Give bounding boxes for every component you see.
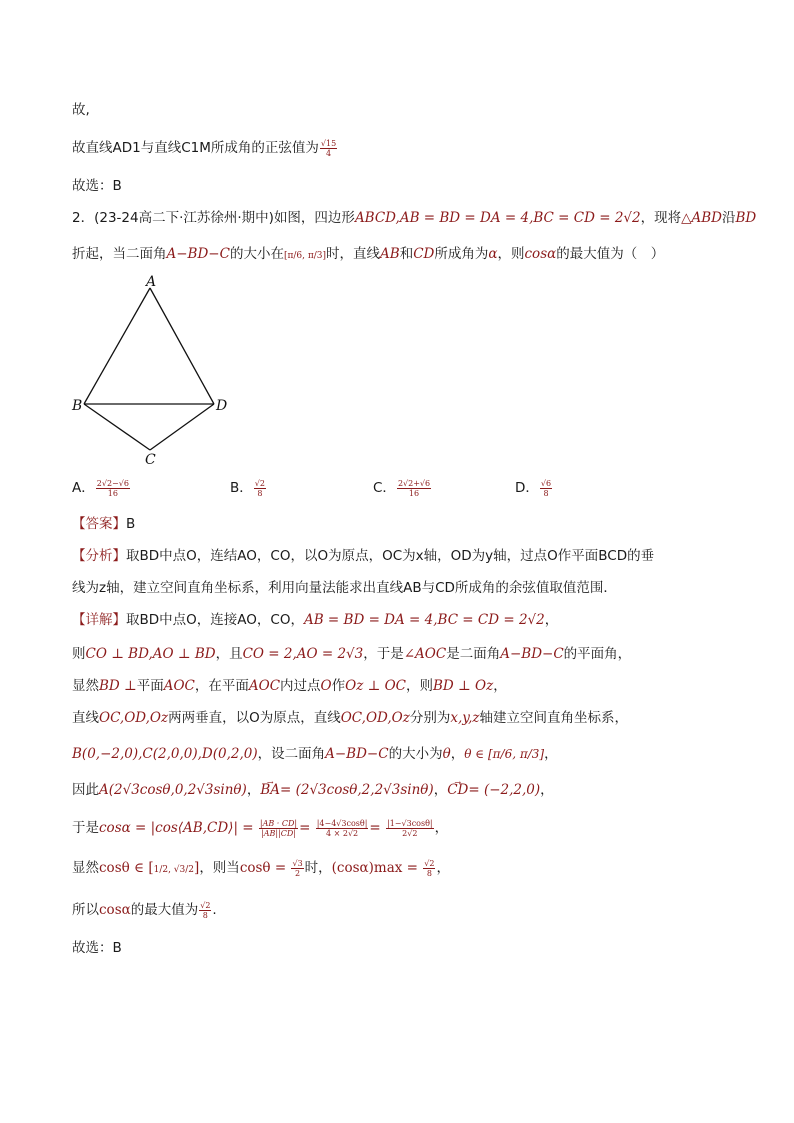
option-d: D． $\frac{√6}{8}$ bbox=[515, 478, 552, 498]
edge-ab bbox=[84, 288, 150, 404]
detail-line-6: 因此A(2√3cosθ,0,2√3sinθ)，→ BA= (2√3cosθ,2,2√3sinθ)，→ CD= (−2,2,0)， bbox=[72, 780, 554, 800]
label-a: A bbox=[146, 274, 157, 290]
detail-line-7: 于是cosα = |cos⟨AB,CD⟩| = $\frac{|AB \cdot CD|}{|AB||CD|}$ = $\frac{|4-4√3\cos\theta|}{4 \times 2√2}$ = $\frac{|1-√3\cos\theta|}{2√2}$ ， bbox=[72, 818, 449, 838]
analysis-line-1: 【分析】取BD中点O，连结AO，CO，以O为原点，OC为x轴，OD为y轴，过点O作平面BCD的垂 bbox=[72, 548, 655, 564]
answer-line: 【答案】B bbox=[72, 516, 136, 532]
detail-line-1: 【详解】取BD中点O，连接AO，CO，AB = BD = DA = 4,BC = CD = 2√2， bbox=[72, 612, 559, 628]
text-line-3: 故选：B bbox=[72, 178, 122, 194]
option-b: B． $\frac{√2}{8}$ bbox=[230, 478, 265, 498]
detail-line-4: 直线OC,OD,Oz两两垂直，以O为原点，直线OC,OD,Oz分别为x,y,z轴建立空间直角坐标系， bbox=[72, 710, 628, 726]
question-line-1: 2．(23-24高二下·江苏徐州·期中)如图，四边形ABCD,AB = BD = DA = 4,BC = CD = 2√2，现将△ABD沿BD bbox=[72, 210, 757, 226]
edge-cd bbox=[150, 404, 214, 450]
text-line-2: 故直线AD1与直线C1M所成角的正弦值为 $\frac{√15}{4}$ bbox=[72, 138, 337, 158]
final-answer-line: 故选：B bbox=[72, 940, 122, 956]
text-line-1: 故, bbox=[72, 102, 90, 118]
detail-line-2: 则CO ⊥ BD,AO ⊥ BD，且CO = 2,AO = 2√3，于是∠AOC是二面角A−BD−C的平面角， bbox=[72, 646, 632, 662]
quadrilateral-figure bbox=[64, 270, 244, 470]
edge-bc bbox=[84, 404, 150, 450]
detail-line-3: 显然BD ⊥平面AOC，在平面AOC内过点O作Oz ⊥ OC，则BD ⊥ Oz， bbox=[72, 678, 507, 694]
label-d: D bbox=[216, 398, 228, 414]
label-b: B bbox=[72, 398, 83, 414]
analysis-line-2: 线为z轴，建立空间直角坐标系，利用向量法能求出直线AB与CD所成角的余弦值取值范围． bbox=[72, 580, 617, 596]
question-line-2: 折起，当二面角A−BD−C的大小在[π/6, π/3]时，直线AB和CD所成角为α，则cosα的最大值为（ ） bbox=[72, 246, 665, 262]
label-c: C bbox=[145, 452, 156, 468]
detail-line-8: 显然cosθ ∈ [1/2, √3/2]，则当cosθ = $\frac{√3}{2}$ 时，(cosα)max = $\frac{√2}{8}$ ， bbox=[72, 858, 450, 878]
edge-ad bbox=[150, 288, 214, 404]
detail-line-5: B(0,−2,0),C(2,0,0),D(0,2,0)，设二面角A−BD−C的大小为θ，θ ∈ [π/6, π/3]， bbox=[72, 746, 558, 762]
option-a: A． $\frac{2√2-√6}{16}$ bbox=[72, 478, 129, 498]
detail-line-9: 所以cosα的最大值为 $\frac{√2}{8}$ . bbox=[72, 900, 217, 920]
option-c: C． $\frac{2√2+√6}{16}$ bbox=[373, 478, 431, 498]
